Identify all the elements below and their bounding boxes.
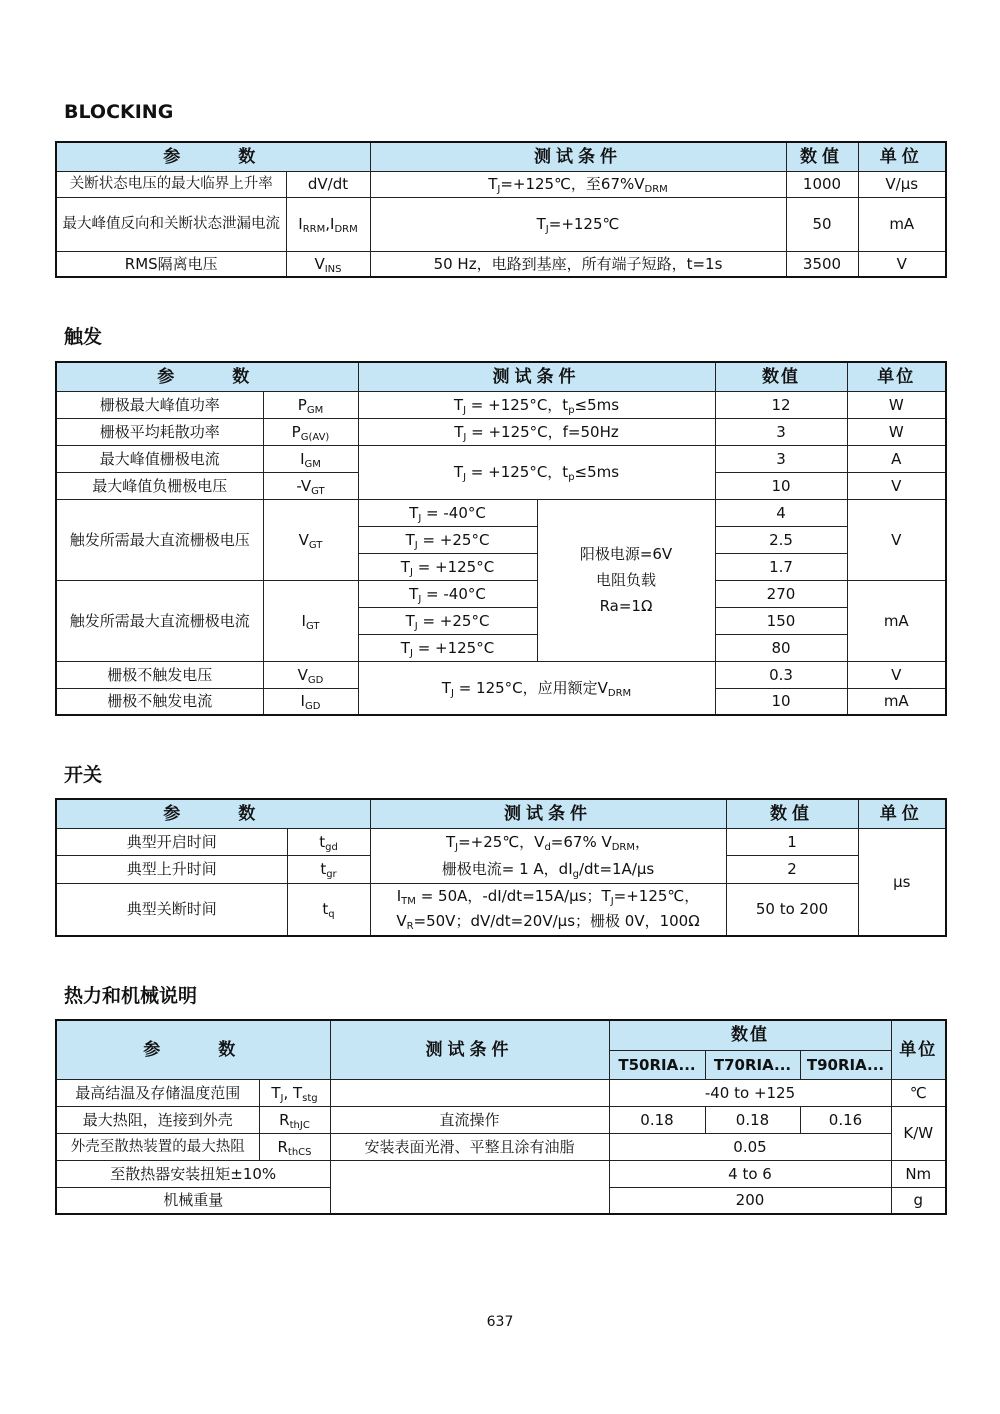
value-cell: 4 (715, 499, 847, 526)
table-row (56, 1133, 946, 1160)
header-value: 数值 (726, 799, 858, 828)
symbol-cell: $R_{thJC}$ (259, 1106, 330, 1133)
value-cell: 0.05 (609, 1133, 891, 1160)
table-row (56, 1106, 946, 1133)
section-title-thermal: 热力和机械说明 (64, 985, 198, 1007)
param-cell: RMS隔离电压 (56, 251, 286, 277)
section-title-switching: 开关 (64, 764, 103, 786)
supply-line-1: 阳极电源=6V (579, 545, 673, 563)
page-number: 637 (486, 1314, 514, 1330)
unit-cell: μs (858, 828, 946, 936)
trigger-table (55, 361, 947, 716)
symbol-cell: $t_{gd}$ (287, 828, 370, 856)
condition-cell: $T_J = +125^\circ C$，$t_p\le 5ms$ (358, 445, 715, 499)
value-cell: 50 to 200 (726, 883, 858, 936)
param-cell: 机械重量 (56, 1187, 330, 1214)
header-cond: 测试条件 (370, 799, 726, 828)
table-row (56, 391, 946, 418)
unit-cell: A (847, 445, 946, 472)
value-cell: 200 (609, 1187, 891, 1214)
header-param: 参 数 (56, 1020, 330, 1079)
unit-cell: V (847, 499, 946, 580)
value-cell: 12 (715, 391, 847, 418)
param-cell: 栅极平均耗散功率 (56, 418, 263, 445)
condition-cell: $T_J=+125℃$，至$67\%V_{DRM}$ (370, 171, 786, 197)
value-cell: 150 (715, 607, 847, 634)
value-cell: 80 (715, 634, 847, 661)
param-cell: 典型开启时间 (56, 828, 287, 856)
param-cell: 触发所需最大直流栅极电流 (56, 580, 263, 661)
condition-cell (370, 828, 726, 883)
param-cell: 关断状态电压的最大临界上升率 (56, 171, 286, 197)
value-cell: 50 (786, 197, 858, 251)
value-cell: 2.5 (715, 526, 847, 553)
condition-line-1: $T_J=+25℃$，$V_d=67\%$ $V_{DRM}$， (445, 832, 651, 853)
condition-cell (370, 883, 726, 936)
unit-cell: V/μs (858, 171, 946, 197)
temp-cell: $T_J = -40^\circ C$ (358, 499, 537, 526)
table-row (56, 499, 946, 526)
unit-cell: W (847, 418, 946, 445)
value-cell: 1000 (786, 171, 858, 197)
param-cell: 典型上升时间 (56, 856, 287, 884)
symbol-cell: dV/dt (286, 171, 370, 197)
table-row (56, 580, 946, 607)
header-cond: 测试条件 (358, 362, 715, 391)
temp-cell: $T_J = +25^\circ C$ (358, 607, 537, 634)
table-row (56, 445, 946, 472)
symbol-cell: $P_{G(AV)}$ (263, 418, 358, 445)
header-param: 参 数 (56, 799, 370, 828)
symbol-cell: $I_{RRM},I_{DRM}$ (286, 197, 370, 251)
unit-cell: V (847, 472, 946, 499)
value-cell: 0.18 (705, 1106, 800, 1133)
header-model-t90: T90RIA... (800, 1050, 891, 1079)
value-cell: -40 to +125 (609, 1079, 891, 1106)
value-cell: 1.7 (715, 553, 847, 580)
condition-line-3: $I_{TM} = 50A$，-dI/dt=15A/μs；$T_J=+125℃$， (396, 887, 700, 908)
symbol-cell: $T_J$, $T_{stg}$ (259, 1079, 330, 1106)
param-cell: 触发所需最大直流栅极电压 (56, 499, 263, 580)
symbol-cell: $I_{GM}$ (263, 445, 358, 472)
table-row (56, 251, 946, 277)
temp-cell: $T_J = -40^\circ C$ (358, 580, 537, 607)
param-cell: 最大峰值反向和关断状态泄漏电流 (56, 197, 286, 251)
header-param: 参 数 (56, 142, 370, 171)
unit-cell: K/W (891, 1106, 946, 1160)
header-unit: 单位 (847, 362, 946, 391)
unit-cell: V (858, 251, 946, 277)
symbol-cell: $V_{GD}$ (263, 661, 358, 688)
thermal-table (55, 1019, 947, 1215)
condition-cell: $T_J=+125℃$ (370, 197, 786, 251)
param-cell: 最大峰值栅极电流 (56, 445, 263, 472)
header-param: 参 数 (56, 362, 358, 391)
temp-cell: $T_J = +125^\circ C$ (358, 553, 537, 580)
unit-cell: mA (847, 688, 946, 715)
param-cell: 至散热器安装扭矩±10% (56, 1160, 330, 1187)
unit-cell: W (847, 391, 946, 418)
param-cell: 典型关断时间 (56, 883, 287, 936)
supply-line-2: 电阻负载 (595, 571, 656, 589)
value-cell: 4 to 6 (609, 1160, 891, 1187)
symbol-cell: $P_{GM}$ (263, 391, 358, 418)
value-cell: 3 (715, 418, 847, 445)
table-row (56, 1160, 946, 1187)
condition-line-2: 栅极电流= 1 A，$dI_g/dt=1A/\mu s$ (441, 859, 655, 880)
symbol-cell: $t_q$ (287, 883, 370, 936)
header-unit: 单位 (858, 799, 946, 828)
header-cond: 测试条件 (330, 1020, 609, 1079)
table-row (56, 661, 946, 688)
condition-cell (330, 1079, 609, 1106)
param-cell: 外壳至散热装置的最大热阻 (56, 1133, 259, 1160)
condition-cell: $T_J = +125^\circ C$，f=50Hz (358, 418, 715, 445)
unit-cell: mA (858, 197, 946, 251)
header-value: 数值 (715, 362, 847, 391)
condition-cell: 50 Hz，电路到基座，所有端子短路，t=1s (370, 251, 786, 277)
param-cell: 栅极不触发电流 (56, 688, 263, 715)
table-row (56, 883, 946, 936)
header-cond: 测试条件 (370, 142, 786, 171)
header-value: 数值 (786, 142, 858, 171)
condition-cell: 安装表面光滑、平整且涂有油脂 (330, 1133, 609, 1160)
header-value: 数值 (609, 1020, 891, 1050)
condition-line-4: $V_R=50V$；dV/dt=20V/μs；栅极 0V，100Ω (396, 912, 700, 933)
switching-table (55, 798, 947, 937)
condition-cell: 直流操作 (330, 1106, 609, 1133)
header-model-t70: T70RIA... (705, 1050, 800, 1079)
value-cell: 10 (715, 472, 847, 499)
condition-cell: $T_J = +125^\circ C$，$t_p\le 5ms$ (358, 391, 715, 418)
param-cell: 最大峰值负栅极电压 (56, 472, 263, 499)
condition-cell (330, 1160, 609, 1214)
section-title-trigger: 触发 (64, 326, 103, 348)
condition-cell: $T_J = 125^\circ C$，应用额定$V_{DRM}$ (358, 661, 715, 715)
value-cell: 0.16 (800, 1106, 891, 1133)
table-row (56, 828, 946, 856)
value-cell: 0.18 (609, 1106, 705, 1133)
value-cell: 2 (726, 856, 858, 884)
supply-condition-cell (537, 499, 715, 661)
header-unit: 单位 (891, 1020, 946, 1079)
symbol-cell: $-V_{GT}$ (263, 472, 358, 499)
value-cell: 3500 (786, 251, 858, 277)
table-row (56, 1079, 946, 1106)
symbol-cell: $V_{GT}$ (263, 499, 358, 580)
param-cell: 最高结温及存储温度范围 (56, 1079, 259, 1106)
unit-cell: V (847, 661, 946, 688)
symbol-cell: $I_{GD}$ (263, 688, 358, 715)
value-cell: 1 (726, 828, 858, 856)
header-model-t50: T50RIA... (609, 1050, 705, 1079)
unit-cell: ℃ (891, 1079, 946, 1106)
header-unit: 单位 (858, 142, 946, 171)
temp-cell: $T_J = +125^\circ C$ (358, 634, 537, 661)
symbol-cell: $t_{gr}$ (287, 856, 370, 884)
table-row (56, 171, 946, 197)
symbol-cell: $I_{GT}$ (263, 580, 358, 661)
symbol-cell: $V_{INS}$ (286, 251, 370, 277)
param-cell: 最大热阻，连接到外壳 (56, 1106, 259, 1133)
blocking-table (55, 141, 947, 278)
value-cell: 270 (715, 580, 847, 607)
value-cell: 3 (715, 445, 847, 472)
param-cell: 栅极不触发电压 (56, 661, 263, 688)
table-row (56, 197, 946, 251)
value-cell: 0.3 (715, 661, 847, 688)
value-cell: 10 (715, 688, 847, 715)
symbol-cell: $R_{thCS}$ (259, 1133, 330, 1160)
temp-cell: $T_J = +25^\circ C$ (358, 526, 537, 553)
table-row (56, 418, 946, 445)
section-title-blocking: BLOCKING (64, 101, 174, 123)
param-cell: 栅极最大峰值功率 (56, 391, 263, 418)
unit-cell: mA (847, 580, 946, 661)
unit-cell: Nm (891, 1160, 946, 1187)
supply-line-3: Ra=1Ω (599, 597, 653, 615)
unit-cell: g (891, 1187, 946, 1214)
